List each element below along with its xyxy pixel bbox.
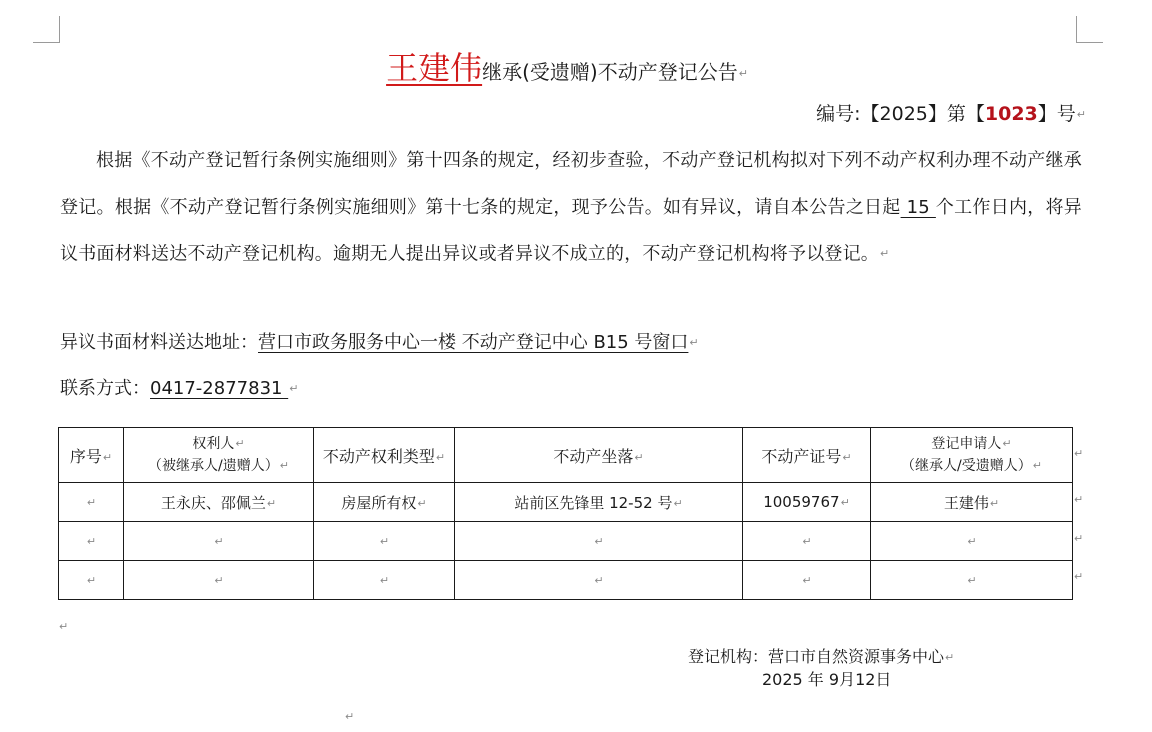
cell-cert-no[interactable]: ↵: [743, 522, 871, 561]
cell-seq[interactable]: ↵: [59, 522, 124, 561]
cell-applicant[interactable]: ↵: [871, 561, 1073, 600]
header-right-type: 不动产权利类型↵: [314, 428, 455, 483]
doc-number-prefix: 编号:【2025】第【: [816, 103, 985, 125]
row-end-mark-icon: ↵: [1074, 493, 1084, 506]
cell-holder[interactable]: ↵: [124, 561, 314, 600]
row-end-mark-icon: ↵: [1074, 447, 1084, 460]
paragraph-mark-icon: ↵: [1076, 107, 1086, 121]
cell-holder[interactable]: ↵: [124, 522, 314, 561]
header-cert-no: 不动产证号↵: [743, 428, 871, 483]
page-corner-mark-top-right: [1076, 16, 1103, 43]
title-text[interactable]: 继承(受遗赠)不动产登记公告: [482, 60, 738, 84]
table-row: [59, 561, 1073, 600]
contact-phone: 0417-2877831: [150, 378, 289, 399]
body-text-part-2: 个工作日内，将异议书面材料送达不动产登记机构。逾期无人提出异议或者异议不成立的，不动产登记机构将予以登记。: [60, 196, 1082, 265]
doc-number-suffix: 】号: [1037, 103, 1076, 125]
notice-body-paragraph[interactable]: [60, 138, 1082, 278]
cell-seq[interactable]: ↵: [59, 483, 124, 522]
header-right-holder: 权利人↵ （被继承人/遗赠人）↵: [124, 428, 314, 483]
body-text-part-1: 根据《不动产登记暂行条例实施细则》第十四条的规定，经初步查验，不动产登记机构拟对下列不动产权利办理不动产继承登记。根据《不动产登记暂行条例实施细则》第十七条的规定，现予公告。如有异议，请自本公告之日起: [60, 150, 1082, 218]
cell-location[interactable]: ↵: [455, 561, 743, 600]
row-end-mark-icon: ↵: [1074, 570, 1084, 583]
contact-line[interactable]: [60, 374, 298, 404]
cell-applicant[interactable]: 王建伟↵: [871, 483, 1073, 522]
header-location: 不动产坐落↵: [455, 428, 743, 483]
cell-right-type[interactable]: ↵: [314, 561, 455, 600]
cell-location[interactable]: ↵: [455, 522, 743, 561]
table-row: [59, 483, 1073, 522]
registration-table: [58, 427, 1073, 600]
objection-address-line[interactable]: [60, 328, 699, 358]
cell-cert-no[interactable]: ↵: [743, 561, 871, 600]
paragraph-mark-icon: ↵: [59, 620, 69, 633]
cell-seq[interactable]: ↵: [59, 561, 124, 600]
paragraph-mark-icon: ↵: [345, 710, 355, 723]
paragraph-mark-icon: ↵: [689, 336, 699, 349]
cell-applicant[interactable]: ↵: [871, 522, 1073, 561]
page-corner-mark-top-left: [33, 16, 60, 43]
notice-title: [0, 48, 1134, 94]
paragraph-mark-icon: ↵: [945, 650, 955, 664]
cell-holder[interactable]: 王永庆、邵佩兰↵: [124, 483, 314, 522]
header-applicant: 登记申请人↵ （继承人/受遗赠人）↵: [871, 428, 1073, 483]
notice-date[interactable]: 2025 年 9月12日: [762, 670, 892, 689]
paragraph-mark-icon: ↵: [289, 382, 299, 395]
cell-right-type[interactable]: ↵: [314, 522, 455, 561]
header-seq: 序号↵: [59, 428, 124, 483]
row-end-mark-icon: ↵: [1074, 532, 1084, 545]
title-applicant-name[interactable]: 王建伟: [386, 49, 483, 87]
paragraph-mark-icon: ↵: [880, 247, 890, 260]
objection-days-value: 15: [900, 196, 936, 218]
document-number[interactable]: [816, 100, 1086, 129]
contact-label: 联系方式：: [60, 378, 150, 399]
cell-location[interactable]: 站前区先锋里 12-52 号↵: [455, 483, 743, 522]
address-label: 异议书面材料送达地址：: [60, 332, 258, 353]
registration-authority[interactable]: 登记机构：营口市自然资源事务中心↵: [688, 647, 955, 666]
table-row: [59, 522, 1073, 561]
paragraph-mark-icon: ↵: [738, 66, 748, 80]
address-value: 营口市政务服务中心一楼 不动产登记中心 B15 号窗口: [258, 332, 689, 353]
doc-number-value: 1023: [984, 103, 1038, 125]
cell-cert-no[interactable]: 10059767↵: [743, 483, 871, 522]
cell-right-type[interactable]: 房屋所有权↵: [314, 483, 455, 522]
table-header-row: [59, 428, 1073, 483]
